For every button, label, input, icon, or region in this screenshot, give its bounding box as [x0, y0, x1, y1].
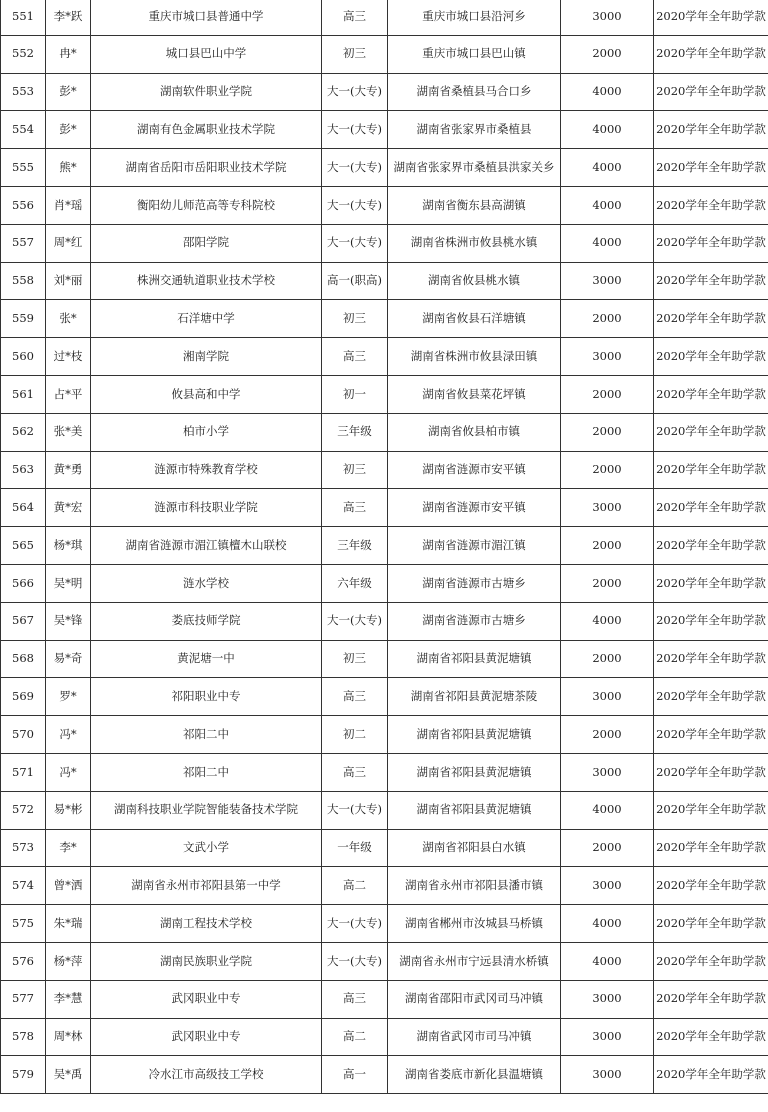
- row-number-cell: 553: [1, 73, 46, 111]
- remark-cell: 2020学年全年助学款: [654, 338, 768, 376]
- amount-cell: 4000: [561, 186, 654, 224]
- school-cell: 祁阳二中: [91, 753, 322, 791]
- table-row: [1, 262, 768, 300]
- amount-cell: 2000: [561, 413, 654, 451]
- amount-cell: 4000: [561, 905, 654, 943]
- remark-cell: 2020学年全年助学款: [654, 980, 768, 1018]
- student-name-cell: 冯*: [46, 716, 91, 754]
- row-number-cell: 560: [1, 338, 46, 376]
- table-row: [1, 905, 768, 943]
- address-cell: 湖南省祁阳县黄泥塘镇: [388, 716, 561, 754]
- row-number-cell: 578: [1, 1018, 46, 1056]
- grade-cell: 初三: [322, 300, 388, 338]
- amount-cell: 2000: [561, 375, 654, 413]
- table-row: [1, 564, 768, 602]
- grade-cell: 大一(大专): [322, 905, 388, 943]
- table-row: [1, 829, 768, 867]
- remark-cell: 2020学年全年助学款: [654, 942, 768, 980]
- amount-cell: 3000: [561, 1018, 654, 1056]
- grade-cell: 大一(大专): [322, 602, 388, 640]
- row-number-cell: 570: [1, 716, 46, 754]
- address-cell: 湖南省祁阳县黄泥塘茶陵: [388, 678, 561, 716]
- school-cell: 武冈职业中专: [91, 1018, 322, 1056]
- table-row: [1, 111, 768, 149]
- row-number-cell: 562: [1, 413, 46, 451]
- student-name-cell: 肖*瑶: [46, 186, 91, 224]
- school-cell: 涟源市科技职业学院: [91, 489, 322, 527]
- amount-cell: 2000: [561, 300, 654, 338]
- remark-cell: 2020学年全年助学款: [654, 1018, 768, 1056]
- remark-cell: 2020学年全年助学款: [654, 0, 768, 35]
- remark-cell: 2020学年全年助学款: [654, 300, 768, 338]
- row-number-cell: 575: [1, 905, 46, 943]
- row-number-cell: 574: [1, 867, 46, 905]
- address-cell: 湖南省涟源市古塘乡: [388, 602, 561, 640]
- amount-cell: 2000: [561, 564, 654, 602]
- address-cell: 湖南省涟源市古塘乡: [388, 564, 561, 602]
- grade-cell: 高二: [322, 867, 388, 905]
- remark-cell: 2020学年全年助学款: [654, 224, 768, 262]
- student-name-cell: 吴*锋: [46, 602, 91, 640]
- remark-cell: 2020学年全年助学款: [654, 602, 768, 640]
- student-name-cell: 刘*丽: [46, 262, 91, 300]
- row-number-cell: 558: [1, 262, 46, 300]
- address-cell: 湖南省张家界市桑植县: [388, 111, 561, 149]
- row-number-cell: 559: [1, 300, 46, 338]
- table-row: [1, 451, 768, 489]
- address-cell: 湖南省攸县桃水镇: [388, 262, 561, 300]
- student-name-cell: 杨*萍: [46, 942, 91, 980]
- amount-cell: 4000: [561, 942, 654, 980]
- grade-cell: 三年级: [322, 527, 388, 565]
- table-row: [1, 413, 768, 451]
- address-cell: 湖南省祁阳县黄泥塘镇: [388, 640, 561, 678]
- grade-cell: 高三: [322, 489, 388, 527]
- table-row: [1, 338, 768, 376]
- row-number-cell: 556: [1, 186, 46, 224]
- school-cell: 文武小学: [91, 829, 322, 867]
- student-name-cell: 曾*洒: [46, 867, 91, 905]
- school-cell: 黄泥塘一中: [91, 640, 322, 678]
- row-number-cell: 576: [1, 942, 46, 980]
- remark-cell: 2020学年全年助学款: [654, 413, 768, 451]
- student-name-cell: 黄*宏: [46, 489, 91, 527]
- student-name-cell: 易*彬: [46, 791, 91, 829]
- school-cell: 湖南科技职业学院智能装备技术学院: [91, 791, 322, 829]
- student-name-cell: 张*: [46, 300, 91, 338]
- remark-cell: 2020学年全年助学款: [654, 73, 768, 111]
- row-number-cell: 555: [1, 149, 46, 187]
- remark-cell: 2020学年全年助学款: [654, 186, 768, 224]
- student-name-cell: 占*平: [46, 375, 91, 413]
- address-cell: 湖南省武冈市司马冲镇: [388, 1018, 561, 1056]
- remark-cell: 2020学年全年助学款: [654, 451, 768, 489]
- address-cell: 湖南省攸县石洋塘镇: [388, 300, 561, 338]
- school-cell: 石洋塘中学: [91, 300, 322, 338]
- amount-cell: 2000: [561, 35, 654, 73]
- row-number-cell: 554: [1, 111, 46, 149]
- school-cell: 邵阳学院: [91, 224, 322, 262]
- table-row: [1, 678, 768, 716]
- remark-cell: 2020学年全年助学款: [654, 640, 768, 678]
- student-name-cell: 罗*: [46, 678, 91, 716]
- remark-cell: 2020学年全年助学款: [654, 716, 768, 754]
- school-cell: 株洲交通轨道职业技术学校: [91, 262, 322, 300]
- address-cell: 湖南省张家界市桑植县洪家关乡: [388, 149, 561, 187]
- student-name-cell: 李*慧: [46, 980, 91, 1018]
- table-row: [1, 73, 768, 111]
- amount-cell: 3000: [561, 338, 654, 376]
- table-row: [1, 753, 768, 791]
- school-cell: 衡阳幼儿师范高等专科院校: [91, 186, 322, 224]
- student-name-cell: 彭*: [46, 111, 91, 149]
- amount-cell: 2000: [561, 716, 654, 754]
- school-cell: 柏市小学: [91, 413, 322, 451]
- row-number-cell: 561: [1, 375, 46, 413]
- school-cell: 攸县高和中学: [91, 375, 322, 413]
- table-row: [1, 1056, 768, 1094]
- table-row: [1, 375, 768, 413]
- remark-cell: 2020学年全年助学款: [654, 35, 768, 73]
- remark-cell: 2020学年全年助学款: [654, 489, 768, 527]
- address-cell: 湖南省攸县菜花坪镇: [388, 375, 561, 413]
- table-row: [1, 791, 768, 829]
- grade-cell: 大一(大专): [322, 186, 388, 224]
- table-row: [1, 0, 768, 35]
- table-row: [1, 942, 768, 980]
- grade-cell: 高二: [322, 1018, 388, 1056]
- grade-cell: 高一(职高): [322, 262, 388, 300]
- grade-cell: 初三: [322, 640, 388, 678]
- remark-cell: 2020学年全年助学款: [654, 527, 768, 565]
- school-cell: 祁阳职业中专: [91, 678, 322, 716]
- address-cell: 湖南省祁阳县黄泥塘镇: [388, 753, 561, 791]
- table-row: [1, 186, 768, 224]
- table-row: [1, 640, 768, 678]
- grade-cell: 六年级: [322, 564, 388, 602]
- grade-cell: 高三: [322, 0, 388, 35]
- address-cell: 重庆市城口县沿河乡: [388, 0, 561, 35]
- row-number-cell: 563: [1, 451, 46, 489]
- address-cell: 湖南省永州市祁阳县潘市镇: [388, 867, 561, 905]
- student-name-cell: 李*: [46, 829, 91, 867]
- row-number-cell: 566: [1, 564, 46, 602]
- student-name-cell: 杨*琪: [46, 527, 91, 565]
- table-row: [1, 867, 768, 905]
- grade-cell: 初三: [322, 35, 388, 73]
- table-row: [1, 35, 768, 73]
- row-number-cell: 565: [1, 527, 46, 565]
- student-name-cell: 李*跃: [46, 0, 91, 35]
- row-number-cell: 569: [1, 678, 46, 716]
- school-cell: 祁阳二中: [91, 716, 322, 754]
- table-row: [1, 489, 768, 527]
- address-cell: 湖南省邵阳市武冈司马冲镇: [388, 980, 561, 1018]
- remark-cell: 2020学年全年助学款: [654, 867, 768, 905]
- grade-cell: 初三: [322, 451, 388, 489]
- address-cell: 湖南省娄底市新化县温塘镇: [388, 1056, 561, 1094]
- school-cell: 城口县巴山中学: [91, 35, 322, 73]
- school-cell: 涟水学校: [91, 564, 322, 602]
- amount-cell: 3000: [561, 867, 654, 905]
- table-row: [1, 1018, 768, 1056]
- table-row: [1, 149, 768, 187]
- school-cell: 湖南省岳阳市岳阳职业技术学院: [91, 149, 322, 187]
- amount-cell: 4000: [561, 149, 654, 187]
- remark-cell: 2020学年全年助学款: [654, 678, 768, 716]
- grade-cell: 高一: [322, 1056, 388, 1094]
- row-number-cell: 557: [1, 224, 46, 262]
- student-name-cell: 易*奇: [46, 640, 91, 678]
- amount-cell: 4000: [561, 791, 654, 829]
- student-name-cell: 彭*: [46, 73, 91, 111]
- amount-cell: 3000: [561, 0, 654, 35]
- amount-cell: 2000: [561, 829, 654, 867]
- school-cell: 重庆市城口县普通中学: [91, 0, 322, 35]
- student-name-cell: 吴*禹: [46, 1056, 91, 1094]
- school-cell: 冷水江市高级技工学校: [91, 1056, 322, 1094]
- address-cell: 湖南省攸县柏市镇: [388, 413, 561, 451]
- student-name-cell: 吴*明: [46, 564, 91, 602]
- student-name-cell: 张*美: [46, 413, 91, 451]
- grade-cell: 高三: [322, 678, 388, 716]
- school-cell: 湘南学院: [91, 338, 322, 376]
- grade-cell: 大一(大专): [322, 111, 388, 149]
- grade-cell: 大一(大专): [322, 224, 388, 262]
- table-row: [1, 224, 768, 262]
- remark-cell: 2020学年全年助学款: [654, 262, 768, 300]
- remark-cell: 2020学年全年助学款: [654, 149, 768, 187]
- address-cell: 湖南省永州市宁远县清水桥镇: [388, 942, 561, 980]
- student-name-cell: 周*红: [46, 224, 91, 262]
- amount-cell: 2000: [561, 451, 654, 489]
- row-number-cell: 572: [1, 791, 46, 829]
- amount-cell: 3000: [561, 1056, 654, 1094]
- student-name-cell: 过*枝: [46, 338, 91, 376]
- amount-cell: 4000: [561, 73, 654, 111]
- student-name-cell: 黄*勇: [46, 451, 91, 489]
- row-number-cell: 552: [1, 35, 46, 73]
- address-cell: 湖南省涟源市安平镇: [388, 451, 561, 489]
- student-name-cell: 冉*: [46, 35, 91, 73]
- address-cell: 湖南省株洲市攸县桃水镇: [388, 224, 561, 262]
- table-row: [1, 527, 768, 565]
- remark-cell: 2020学年全年助学款: [654, 791, 768, 829]
- grade-cell: 初一: [322, 375, 388, 413]
- address-cell: 湖南省涟源市安平镇: [388, 489, 561, 527]
- amount-cell: 4000: [561, 224, 654, 262]
- grade-cell: 高三: [322, 753, 388, 791]
- address-cell: 重庆市城口县巴山镇: [388, 35, 561, 73]
- amount-cell: 2000: [561, 640, 654, 678]
- address-cell: 湖南省株洲市攸县渌田镇: [388, 338, 561, 376]
- grade-cell: 大一(大专): [322, 73, 388, 111]
- amount-cell: 4000: [561, 111, 654, 149]
- table-row: [1, 980, 768, 1018]
- row-number-cell: 573: [1, 829, 46, 867]
- address-cell: 湖南省郴州市汝城县马桥镇: [388, 905, 561, 943]
- amount-cell: 3000: [561, 678, 654, 716]
- address-cell: 湖南省桑植县马合口乡: [388, 73, 561, 111]
- amount-cell: 3000: [561, 489, 654, 527]
- remark-cell: 2020学年全年助学款: [654, 111, 768, 149]
- school-cell: 涟源市特殊教育学校: [91, 451, 322, 489]
- grade-cell: 高三: [322, 338, 388, 376]
- amount-cell: 3000: [561, 980, 654, 1018]
- row-number-cell: 551: [1, 0, 46, 35]
- grade-cell: 高三: [322, 980, 388, 1018]
- school-cell: 湖南民族职业学院: [91, 942, 322, 980]
- school-cell: 湖南软件职业学院: [91, 73, 322, 111]
- amount-cell: 3000: [561, 262, 654, 300]
- address-cell: 湖南省衡东县高湖镇: [388, 186, 561, 224]
- school-cell: 湖南有色金属职业技术学院: [91, 111, 322, 149]
- student-name-cell: 熊*: [46, 149, 91, 187]
- amount-cell: 4000: [561, 602, 654, 640]
- school-cell: 湖南省永州市祁阳县第一中学: [91, 867, 322, 905]
- row-number-cell: 579: [1, 1056, 46, 1094]
- amount-cell: 2000: [561, 527, 654, 565]
- student-name-cell: 周*林: [46, 1018, 91, 1056]
- table-row: [1, 602, 768, 640]
- remark-cell: 2020学年全年助学款: [654, 375, 768, 413]
- grade-cell: 大一(大专): [322, 942, 388, 980]
- student-name-cell: 冯*: [46, 753, 91, 791]
- school-cell: 武冈职业中专: [91, 980, 322, 1018]
- school-cell: 湖南工程技术学校: [91, 905, 322, 943]
- grade-cell: 大一(大专): [322, 149, 388, 187]
- address-cell: 湖南省祁阳县白水镇: [388, 829, 561, 867]
- school-cell: 湖南省涟源市湄江镇檀木山联校: [91, 527, 322, 565]
- grade-cell: 初二: [322, 716, 388, 754]
- remark-cell: 2020学年全年助学款: [654, 753, 768, 791]
- remark-cell: 2020学年全年助学款: [654, 564, 768, 602]
- student-name-cell: 朱*瑞: [46, 905, 91, 943]
- grade-cell: 一年级: [322, 829, 388, 867]
- table-row: [1, 300, 768, 338]
- row-number-cell: 568: [1, 640, 46, 678]
- school-cell: 娄底技师学院: [91, 602, 322, 640]
- table-body: [1, 0, 768, 1094]
- remark-cell: 2020学年全年助学款: [654, 905, 768, 943]
- address-cell: 湖南省涟源市湄江镇: [388, 527, 561, 565]
- row-number-cell: 577: [1, 980, 46, 1018]
- row-number-cell: 567: [1, 602, 46, 640]
- row-number-cell: 564: [1, 489, 46, 527]
- table-row: [1, 716, 768, 754]
- address-cell: 湖南省祁阳县黄泥塘镇: [388, 791, 561, 829]
- remark-cell: 2020学年全年助学款: [654, 1056, 768, 1094]
- amount-cell: 3000: [561, 753, 654, 791]
- grade-cell: 三年级: [322, 413, 388, 451]
- grade-cell: 大一(大专): [322, 791, 388, 829]
- row-number-cell: 571: [1, 753, 46, 791]
- remark-cell: 2020学年全年助学款: [654, 829, 768, 867]
